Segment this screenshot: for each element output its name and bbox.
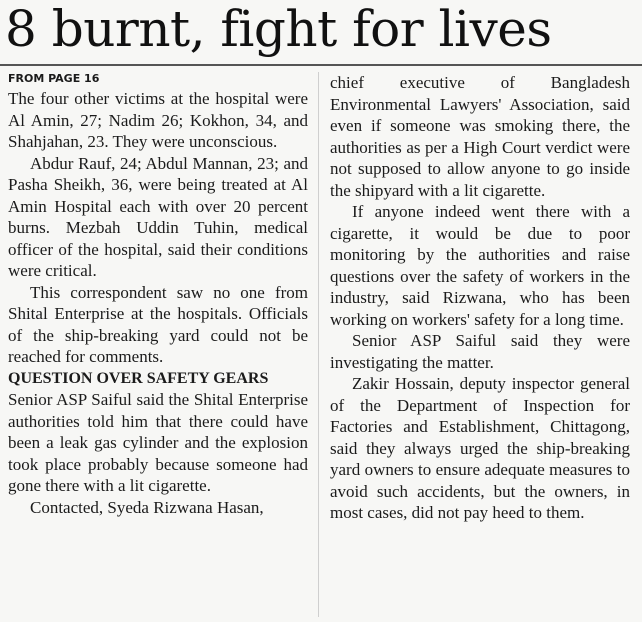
section-subhead: QUESTION OVER SAFETY GEARS: [8, 369, 269, 387]
paragraph: Zakir Hossain, deputy inspector general of the Department of Inspection for Factories and Establishment, Chittagong, said they always urged the ship-breaking yard owners to ensure adequate measures to avoid such accidents, but the owners, in most cases, did not pay heed to them.: [330, 374, 630, 522]
paragraph: Abdur Rauf, 24; Abdul Mannan, 23; and Pasha Sheikh, 36, were being treated at Al Amin Hospital each with over 20 percent burns. Mezbah Uddin Tuhin, medical officer of the hospital, said their conditions were critical.: [8, 153, 308, 280]
column-divider: [318, 72, 319, 617]
continuation-kicker: FROM PAGE 16: [8, 72, 100, 85]
paragraph: Senior ASP Saiful said the Shital Enterprise authorities told him that there could have been a leak gas cylinder and the explosion took place probably because someone had gone there with a lit cigarette.: [8, 390, 308, 495]
headline-rule: [0, 64, 642, 66]
paragraph: chief executive of Bangladesh Environmental Lawyers' Association, said even if someone was smoking there, the authorities as per a High Court verdict were not supposed to allow anyone to go inside the shipyard with a lit cigarette.: [330, 73, 630, 200]
paragraph: Contacted, Syeda Rizwana Hasan,: [30, 497, 264, 517]
right-column: [330, 72, 630, 524]
headline: 8 burnt, fight for lives: [5, 0, 552, 58]
paragraph: The four other victims at the hospital were Al Amin, 27; Nadim 26; Kokhon, 34, and Shahjahan, 23. They were unconscious.: [8, 89, 308, 151]
paragraph: This correspondent saw no one from Shital Enterprise at the hospitals. Officials of the ship-breaking yard could not be reached for comments.: [8, 282, 308, 366]
left-column: [8, 72, 308, 518]
paragraph: Senior ASP Saiful said they were investigating the matter.: [330, 331, 630, 372]
paragraph: If anyone indeed went there with a cigarette, it would be due to poor monitoring by the authorities and raise questions over the safety of workers in the industry, said Rizwana, who has been working on workers' safety for a long time.: [330, 202, 630, 329]
